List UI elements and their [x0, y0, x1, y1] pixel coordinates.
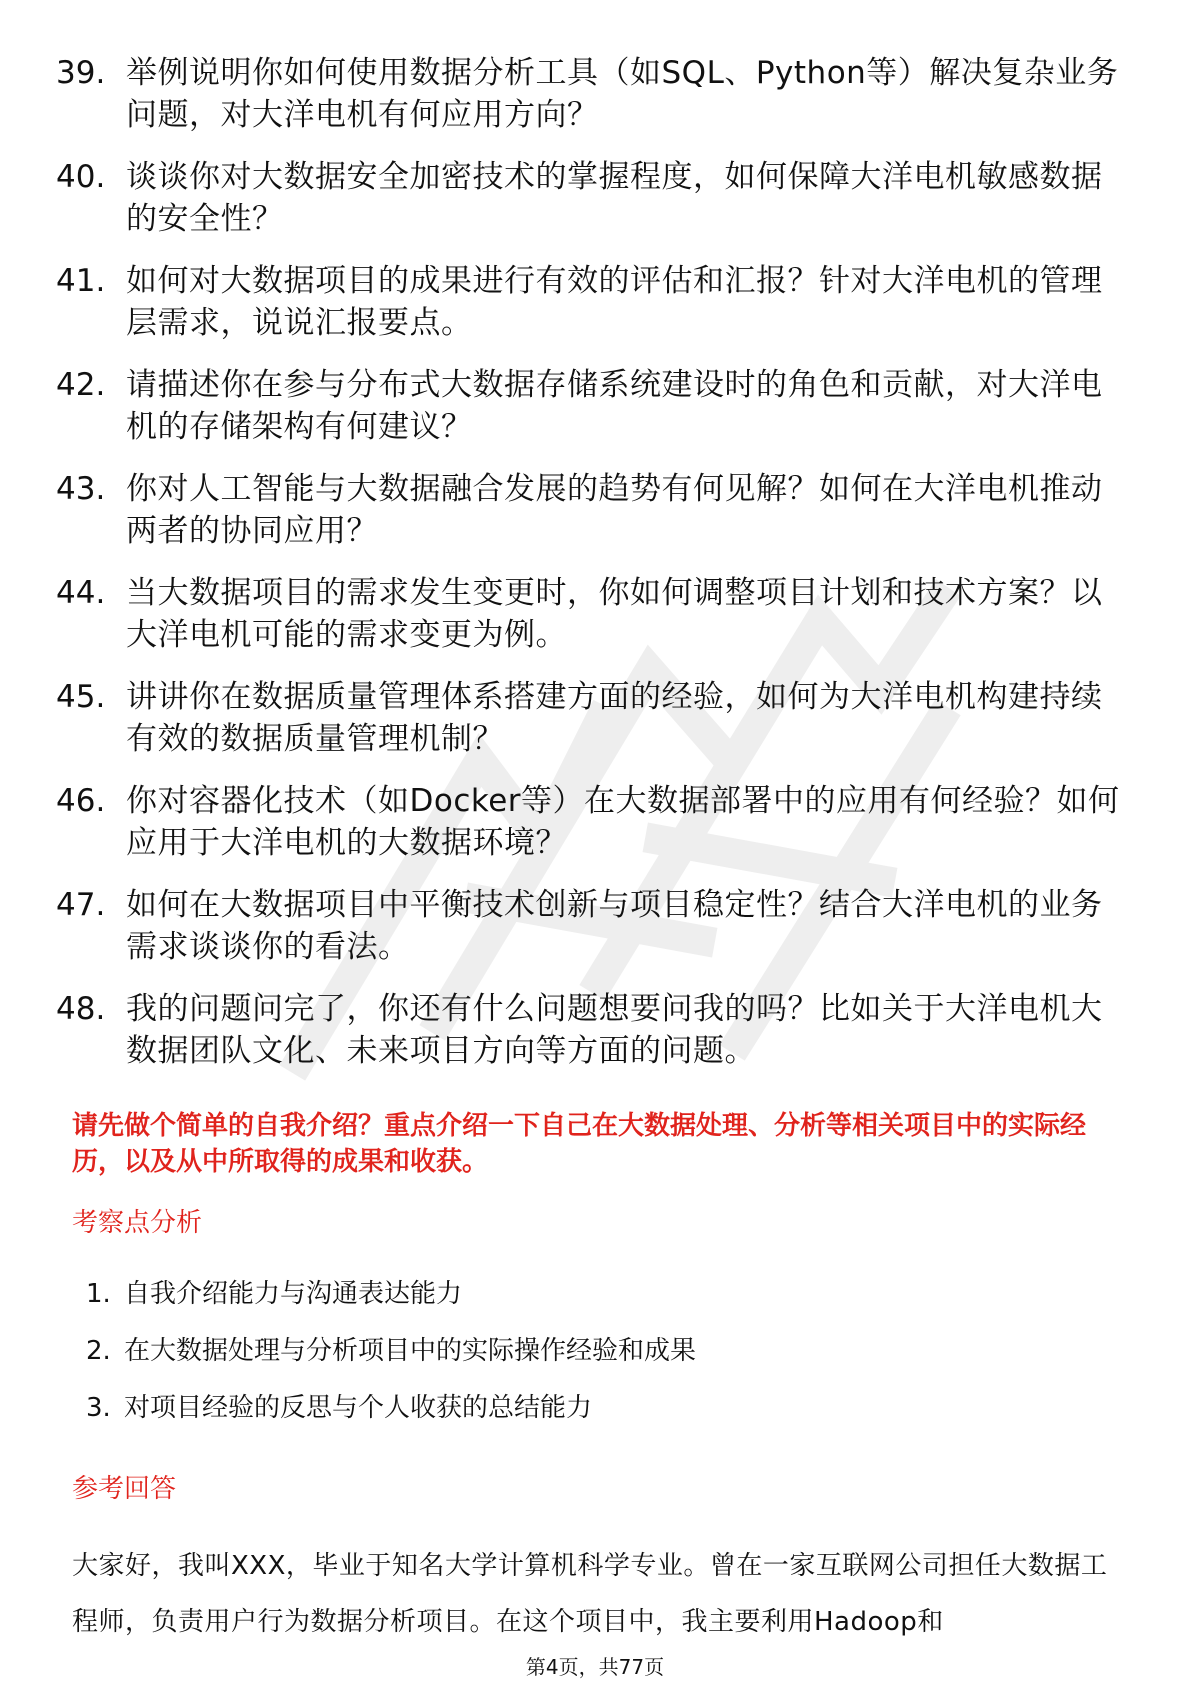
point-number: 2. — [86, 1336, 111, 1366]
question-item — [56, 156, 1136, 260]
analysis-point — [86, 1390, 1086, 1447]
page-footer: 第4页，共77页 — [525, 1655, 665, 1679]
question-text: 你对人工智能与大数据融合发展的趋势有何见解？如何在大洋电机推动两者的协同应用？ — [126, 471, 1103, 549]
question-text: 讲讲你在数据质量管理体系搭建方面的经验，如何为大洋电机构建持续有效的数据质量管理机制？ — [126, 679, 1103, 757]
question-text: 如何对大数据项目的成果进行有效的评估和汇报？针对大洋电机的管理层需求，说说汇报要点。 — [126, 263, 1103, 341]
reference-answer: 大家好，我叫XXX，毕业于知名大学计算机科学专业。曾在一家互联网公司担任大数据工程师，负责用户行为数据分析项目。在这个项目中，我主要利用Hadoop和 — [72, 1551, 1108, 1637]
question-text: 当大数据项目的需求发生变更时，你如何调整项目计划和技术方案？以大洋电机可能的需求变更为例。 — [126, 575, 1103, 653]
point-text: 对项目经验的反思与个人收获的总结能力 — [124, 1393, 593, 1423]
question-number: 48. — [56, 991, 106, 1027]
question-item — [56, 364, 1136, 468]
question-number: 41. — [56, 263, 106, 299]
question-text: 请描述你在参与分布式大数据存储系统建设时的角色和贡献，对大洋电机的存储架构有何建议？ — [126, 367, 1103, 445]
question-text: 谈谈你对大数据安全加密技术的掌握程度，如何保障大洋电机敏感数据的安全性？ — [126, 159, 1103, 237]
point-number: 1. — [86, 1279, 111, 1309]
question-item — [56, 52, 1136, 156]
highlight-question: 请先做个简单的自我介绍？重点介绍一下自己在大数据处理、分析等相关项目中的实际经历，以及从中所取得的成果和收获。 — [72, 1111, 1087, 1177]
analysis-point — [86, 1333, 1086, 1390]
question-text: 我的问题问完了，你还有什么问题想要问我的吗？比如关于大洋电机大数据团队文化、未来项目方向等方面的问题。 — [126, 991, 1103, 1069]
question-text: 举例说明你如何使用数据分析工具（如SQL、Python等）解决复杂业务问题，对大洋电机有何应用方向？ — [126, 55, 1119, 133]
question-item — [56, 988, 1136, 1092]
reference-heading: 参考回答 — [72, 1474, 177, 1504]
point-text: 自我介绍能力与沟通表达能力 — [124, 1279, 463, 1309]
question-text: 如何在大数据项目中平衡技术创新与项目稳定性？结合大洋电机的业务需求谈谈你的看法。 — [126, 887, 1103, 965]
question-list — [56, 52, 1136, 1092]
question-number: 42. — [56, 367, 106, 403]
question-item — [56, 572, 1136, 676]
question-number: 40. — [56, 159, 106, 195]
analysis-points — [86, 1276, 1086, 1447]
question-item — [56, 884, 1136, 988]
question-item — [56, 260, 1136, 364]
question-text: 你对容器化技术（如Docker等）在大数据部署中的应用有何经验？如何应用于大洋电机的大数据环境？ — [126, 783, 1120, 861]
question-number: 39. — [56, 55, 106, 91]
question-number: 43. — [56, 471, 106, 507]
point-text: 在大数据处理与分析项目中的实际操作经验和成果 — [124, 1336, 697, 1366]
question-number: 47. — [56, 887, 106, 923]
question-number: 45. — [56, 679, 106, 715]
point-number: 3. — [86, 1393, 111, 1423]
question-item — [56, 676, 1136, 780]
question-number: 46. — [56, 783, 106, 819]
analysis-point — [86, 1276, 1086, 1333]
question-item — [56, 780, 1136, 884]
question-number: 44. — [56, 575, 106, 611]
question-item — [56, 468, 1136, 572]
analysis-heading: 考察点分析 — [72, 1208, 203, 1238]
